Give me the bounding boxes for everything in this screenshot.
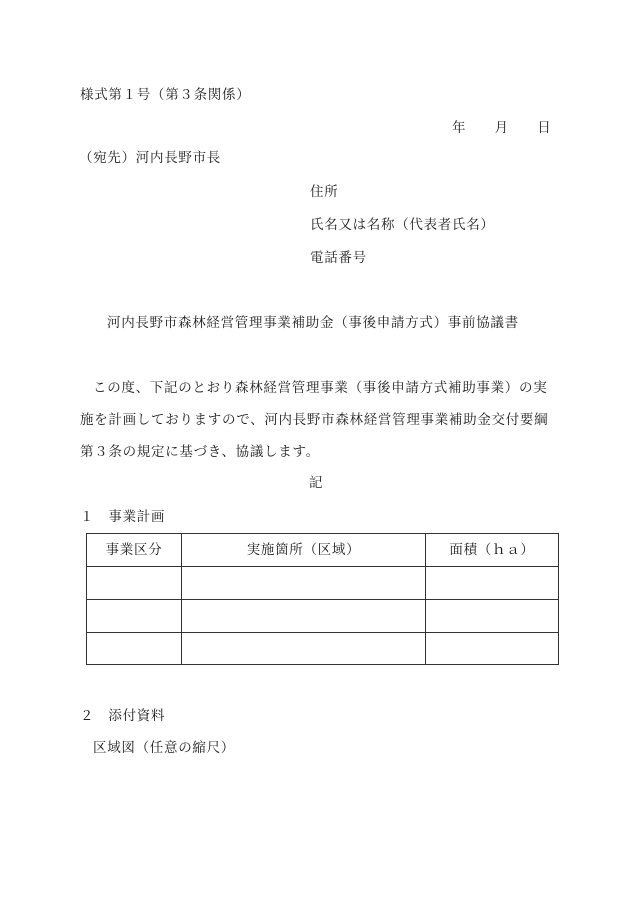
table-row <box>87 567 559 600</box>
table-cell <box>426 600 559 633</box>
table-cell <box>426 567 559 600</box>
table-cell <box>87 600 182 633</box>
form-number: 様式第１号（第３条関係） <box>80 87 251 103</box>
header-implementation-site: 実施箇所（区域） <box>182 534 426 567</box>
date-line: 年 月 日 <box>452 120 552 136</box>
header-project-category: 事業区分 <box>87 534 182 567</box>
table-row <box>87 633 559 665</box>
body-text-line: 施を計画しておりますので、河内長野市森林経営管理事業補助金交付要綱 <box>80 412 549 428</box>
applicant-name-label: 氏名又は名称（代表者氏名） <box>310 217 495 233</box>
body-text-line: 第３条の規定に基づき、協議します。 <box>80 444 320 460</box>
project-plan-table <box>86 533 559 665</box>
section-heading-attachments: ２ 添付資料 <box>80 708 166 724</box>
table-cell <box>182 567 426 600</box>
header-area-ha: 面積（ｈａ） <box>426 534 559 567</box>
table-row <box>87 600 559 633</box>
table-header-row <box>87 534 559 567</box>
table-cell <box>87 633 182 665</box>
table-cell <box>182 600 426 633</box>
applicant-phone-label: 電話番号 <box>310 250 367 266</box>
addressee: （宛先）河内長野市長 <box>79 150 221 166</box>
body-text-line: この度、下記のとおり森林経営管理事業（事後申請方式補助事業）の実 <box>93 380 548 396</box>
attachment-item: 区域図（任意の縮尺） <box>93 740 235 756</box>
section-heading-project-plan: １ 事業計画 <box>80 509 166 525</box>
notation-ki: 記 <box>309 475 324 491</box>
table-cell <box>426 633 559 665</box>
table-cell <box>87 567 182 600</box>
document-title: 河内長野市森林経営管理事業補助金（事後申請方式）事前協議書 <box>107 315 519 331</box>
table-cell <box>182 633 426 665</box>
applicant-address-label: 住所 <box>310 184 339 200</box>
